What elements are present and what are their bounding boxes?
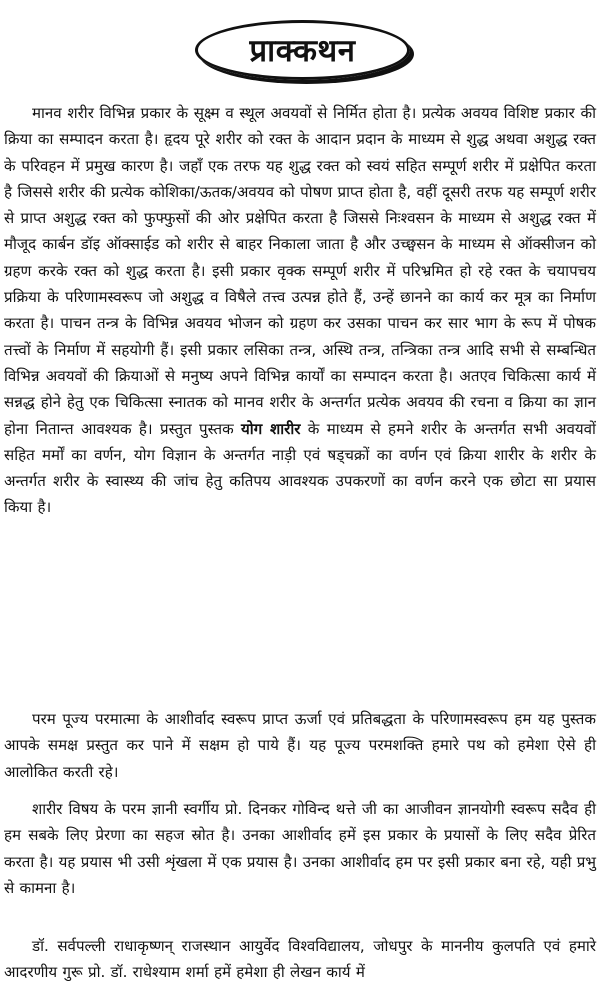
paragraph-2-text: परम पूज्य परमात्मा के आशीर्वाद स्वरूप प्राप्त ऊर्जा एवं प्रतिबद्धता के परिणामस्वरूप हम यह पुस्तक आपके समक्ष प्रस्तुत कर पाने में सक्षम हो पाये हैं। यह पूज्य परमशक्ति हमारे पथ को हमेशा ऐसे ही आलोकित करती रहे। — [4, 710, 596, 781]
book-name-emphasis: योग शारीर — [241, 419, 301, 438]
paragraph-1 — [4, 100, 596, 521]
title-oval-frame — [195, 20, 410, 80]
paragraph-1-text-before: मानव शरीर विभिन्न प्रकार के सूक्ष्म व स्थूल अवयवों से निर्मित होता है। प्रत्येक अवयव विशिष्ट प्रकार की क्रिया का सम्पादन करता है। हृदय पूरे शरीर को रक्त के आदान प्रदान के माध्यम से शुद्ध अथवा अशुद्ध रक्त के परिवहन में प्रमुख कारण है। जहाँ एक तरफ यह शुद्ध रक्त को स्वयं सहित सम्पूर्ण शरीर में प्रक्षेपित करता है जिससे शरीर की प्रत्येक कोशिका/ऊतक/अवयव को पोषण प्राप्त होता है, वहीं दूसरी तरफ यह सम्पूर्ण शरीर से प्राप्त अशुद्ध रक्त को फुफ्फुसों की ओर प्रक्षेपित करता है जिससे निःश्वसन के माध्यम से अशुद्ध रक्त में मौजूद कार्बन डॉइ ऑक्साईड को शरीर से बाहर निकाला जाता है और उच्छ्वसन के माध्यम से ऑक्सीजन को ग्रहण करके रक्त को शुद्ध करता है। इसी प्रकार वृक्क सम्पूर्ण शरीर में परिभ्रमित हो रहे रक्त के चयापचय प्रक्रिया के परिणामस्वरूप जो अशुद्ध व विषैले तत्त्व उत्पन्न होते हैं, उन्हें छानने का कार्य कर मूत्र का निर्माण करता है। पाचन तन्त्र के विभिन्न अवयव भोजन को ग्रहण कर उसका पाचन कर सार भाग के रूप में पोषक तत्त्वों के निर्माण में सहयोगी हैं। इसी प्रकार लसिका तन्त्र, अस्थि तन्त्र, तन्त्रिका तन्त्र आदि सभी से सम्बन्धित विभिन्न अवयवों की क्रियाओं से मनुष्य अपने विभिन्न कार्यों का सम्पादन करता है। अतएव चिकित्सा कार्य में सन्नद्ध होने हेतु एक चिकित्सा स्नातक को मानव शरीर के अन्तर्गत प्रत्येक अवयव की रचना व क्रिया का ज्ञान होना नितान्त आवश्यक है। प्रस्तुत पुस्तक — [4, 104, 596, 438]
paragraph-4-text: डॉ. सर्वपल्ली राधाकृष्णन् राजस्थान आयुर्वेद विश्वविद्यालय, जोधपुर के माननीय कुलपति एवं हमारे आदरणीय गुरू प्रो. डॉ. राधेश्याम शर्मा हमें हमेशा ही लेखन कार्य में — [4, 937, 596, 982]
paragraph-3-text: शारीर विषय के परम ज्ञानी स्वर्गीय प्रो. दिनकर गोविन्द थत्ते जी का आजीवन ज्ञानयोगी स्वरूप सदैव ही हम सबके लिए प्रेरणा का सहज स्रोत है। उनका आशीर्वाद हमें इस प्रकार के प्रयासों के लिए सदैव प्रेरित करता है। यह प्रयास भी उसी शृंखला में एक प्रयास है। उनका आशीर्वाद हम पर इसी प्रकार बना रहे, यही प्रभु से कामना है। — [4, 800, 596, 897]
paragraph-1-text-after: के माध्यम से हमने शरीर के अन्तर्गत सभी अवयवों सहित मर्मों का वर्णन, योग विज्ञान के अन्तर्गत नाड़ी एवं षड्चक्रों का वर्णन एवं क्रिया शारीर के शरीर के अन्तर्गत शरीर के स्वास्थ्य की जांच हेतु कतिपय आवश्यक उपकरणों का वर्णन करने एक छोटा सा प्रयास किया है। — [4, 419, 596, 517]
page-title: प्राक्कथन — [249, 33, 356, 69]
paragraph-4 — [4, 933, 596, 986]
paragraph-2 — [4, 706, 596, 785]
paragraph-3 — [4, 796, 596, 901]
